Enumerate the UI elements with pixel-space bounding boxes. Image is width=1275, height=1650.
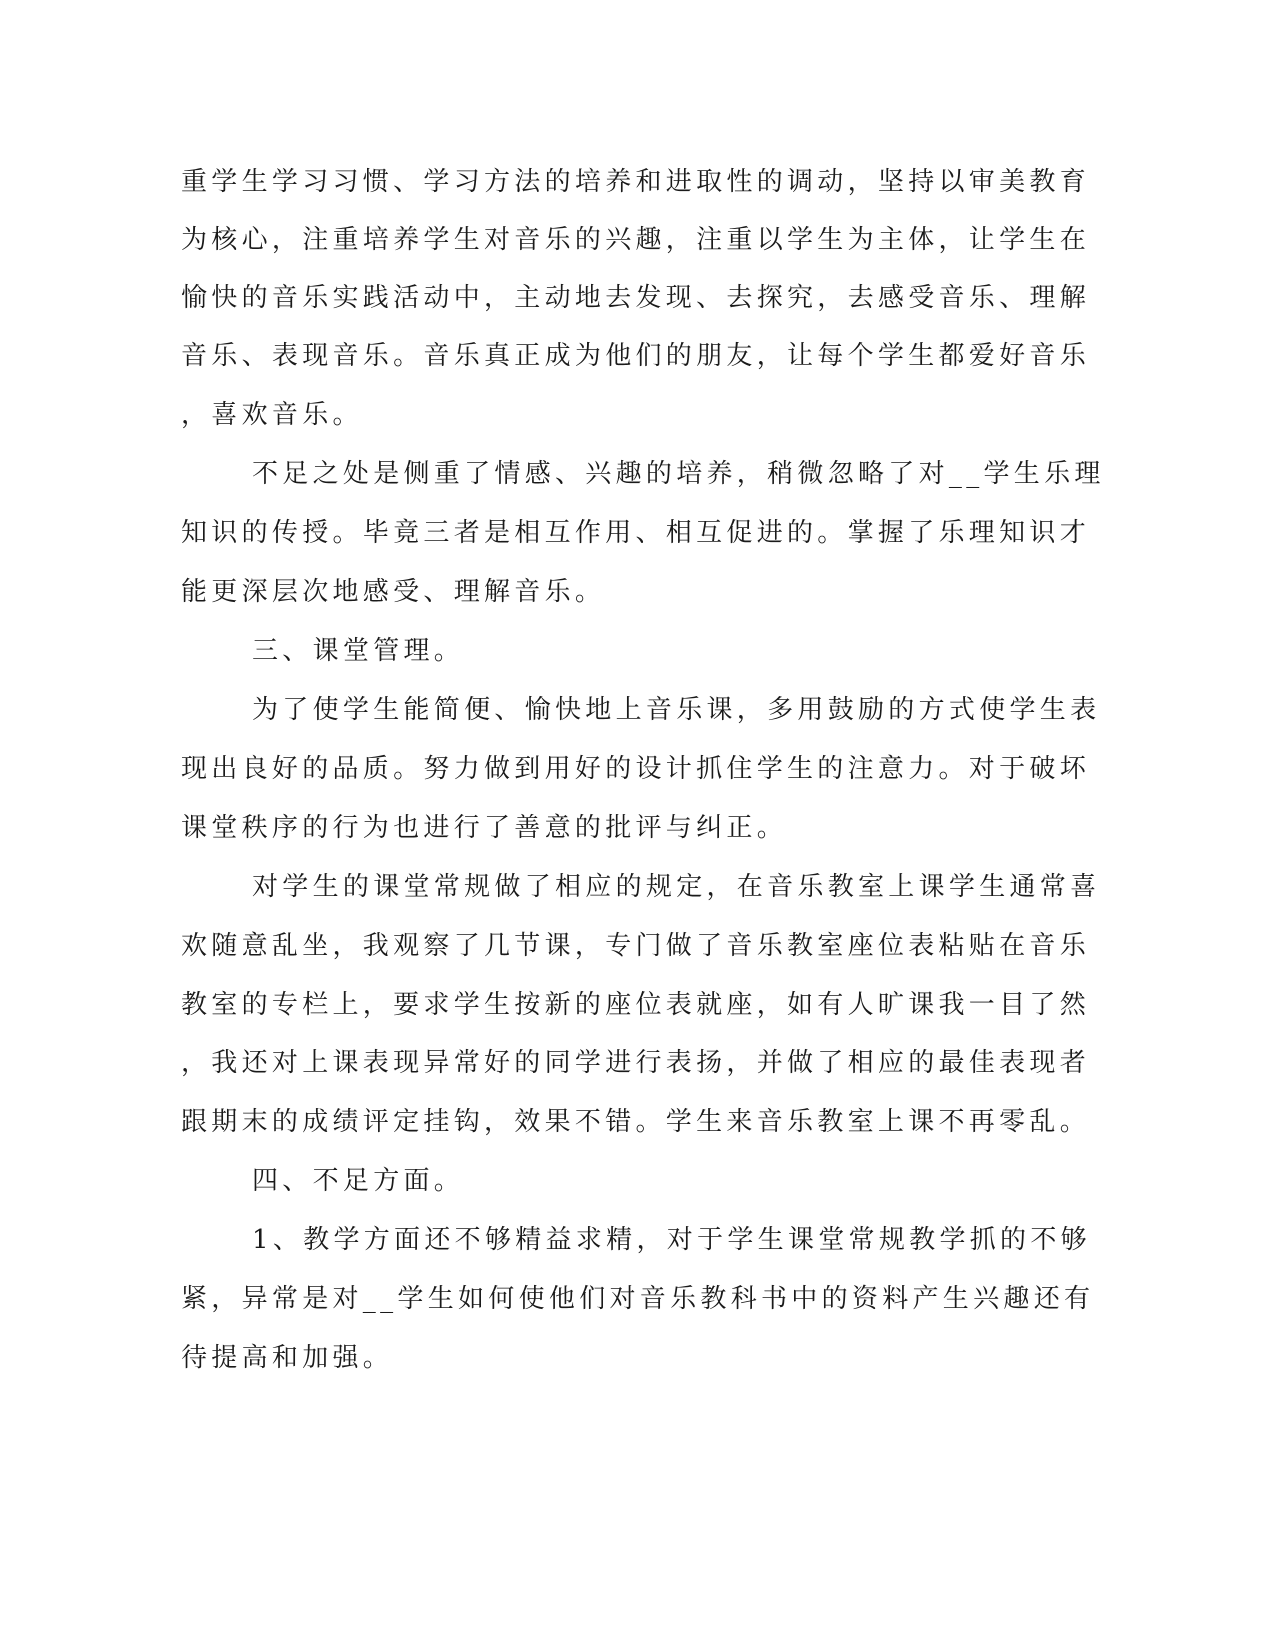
paragraph-line: 1、教学方面还不够精益求精，对于学生课堂常规教学抓的不够 xyxy=(252,1225,1091,1255)
paragraph-line: 知识的传授。毕竟三者是相互作用、相互促进的。掌握了乐理知识才 xyxy=(181,518,1091,548)
section-heading: 三、课堂管理。 xyxy=(252,636,465,666)
paragraph-line: 课堂秩序的行为也进行了善意的批评与纠正。 xyxy=(181,813,788,843)
paragraph-line: 现出良好的品质。努力做到用好的设计抓住学生的注意力。对于破坏 xyxy=(181,754,1091,784)
section-heading: 四、不足方面。 xyxy=(252,1166,465,1196)
paragraph-line: 教室的专栏上，要求学生按新的座位表就座，如有人旷课我一目了然 xyxy=(181,990,1091,1020)
paragraph-line: 对学生的课堂常规做了相应的规定，在音乐教室上课学生通常喜 xyxy=(252,872,1101,902)
paragraph-line: 重学生学习习惯、学习方法的培养和进取性的调动，坚持以审美教育 xyxy=(181,167,1091,197)
paragraph-line: 为核心，注重培养学生对音乐的兴趣，注重以学生为主体，让学生在 xyxy=(181,225,1091,255)
paragraph-line: 跟期末的成绩评定挂钩，效果不错。学生来音乐教室上课不再零乱。 xyxy=(181,1107,1091,1137)
paragraph-line: 愉快的音乐实践活动中，主动地去发现、去探究，去感受音乐、理解 xyxy=(181,283,1091,313)
paragraph-line: 能更深层次地感受、理解音乐。 xyxy=(181,577,606,607)
paragraph-line: 待提高和加强。 xyxy=(181,1343,394,1373)
paragraph-line: 欢随意乱坐，我观察了几节课，专门做了音乐教室座位表粘贴在音乐 xyxy=(181,931,1091,961)
paragraph-line: ，我还对上课表现异常好的同学进行表扬，并做了相应的最佳表现者 xyxy=(181,1048,1091,1078)
paragraph-line: 紧，异常是对__学生如何使他们对音乐教科书中的资料产生兴趣还有 xyxy=(181,1284,1095,1314)
paragraph-line: 为了使学生能简便、愉快地上音乐课，多用鼓励的方式使学生表 xyxy=(252,695,1101,725)
paragraph-line: 不足之处是侧重了情感、兴趣的培养，稍微忽略了对__学生乐理 xyxy=(252,459,1105,489)
paragraph-line: ，喜欢音乐。 xyxy=(181,400,363,430)
paragraph-line: 音乐、表现音乐。音乐真正成为他们的朋友，让每个学生都爱好音乐 xyxy=(181,341,1091,371)
